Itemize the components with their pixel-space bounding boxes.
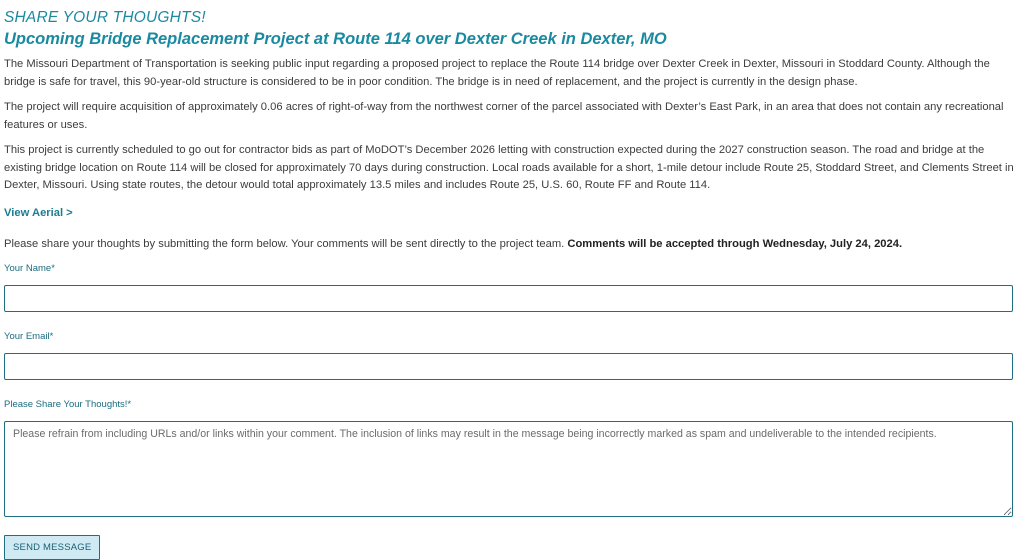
- required-mark: *: [127, 398, 132, 410]
- required-mark: *: [51, 262, 55, 274]
- send-message-button[interactable]: SEND MESSAGE: [4, 535, 100, 560]
- page-content: [4, 8, 1014, 560]
- email-input[interactable]: [4, 353, 1013, 380]
- instructions-text: Please share your thoughts by submitting the form below. Your comments will be sent directly to the project team.: [4, 237, 568, 250]
- name-label: Your Name*: [4, 262, 55, 274]
- name-input[interactable]: [4, 285, 1013, 312]
- view-aerial-link[interactable]: View Aerial >: [4, 206, 73, 219]
- schedule-paragraph: This project is currently scheduled to go out for contractor bids as part of MoDOT’s December 2026 letting with construction expected during the 2027 construction season. The road and bridge at the existing bridge location on Route 114 will be closed for approximately 70 days during construction. Local roads available for a short, 1-mile detour include Route 25, Stoddard Street, and Clements Street in Dexter, Missouri. Using state routes, the detour would total approximately 13.5 miles and includes Route 25, U.S. 60, Route FF and Route 114.: [4, 144, 1014, 191]
- deadline-text: Comments will be accepted through Wednesday, July 24, 2024.: [567, 237, 903, 250]
- comment-form: [4, 262, 1014, 560]
- page-kicker: SHARE YOUR THOUGHTS!: [4, 9, 206, 26]
- thoughts-label: Please Share Your Thoughts!*: [4, 398, 132, 410]
- page-title: Upcoming Bridge Replacement Project at Route 114 over Dexter Creek in Dexter, MO: [4, 30, 667, 48]
- form-instructions: [4, 236, 1014, 253]
- right-of-way-paragraph: The project will require acquisition of approximately 0.06 acres of right-of-way from the northwest corner of the parcel associated with Dexter’s East Park, in an area that does not contain any recreational features or uses.: [4, 101, 1004, 131]
- required-mark: *: [49, 330, 54, 342]
- email-label: Your Email*: [4, 330, 54, 342]
- intro-paragraph: The Missouri Department of Transportation is seeking public input regarding a proposed project to replace the Route 114 bridge over Dexter Creek in Dexter, Missouri in Stoddard County. Although the bridge is safe for travel, this 90-year-old structure is considered to be in poor condition. The bridge is in need of replacement, and the project is currently in the design phase.: [4, 58, 990, 88]
- thoughts-textarea[interactable]: [4, 421, 1013, 517]
